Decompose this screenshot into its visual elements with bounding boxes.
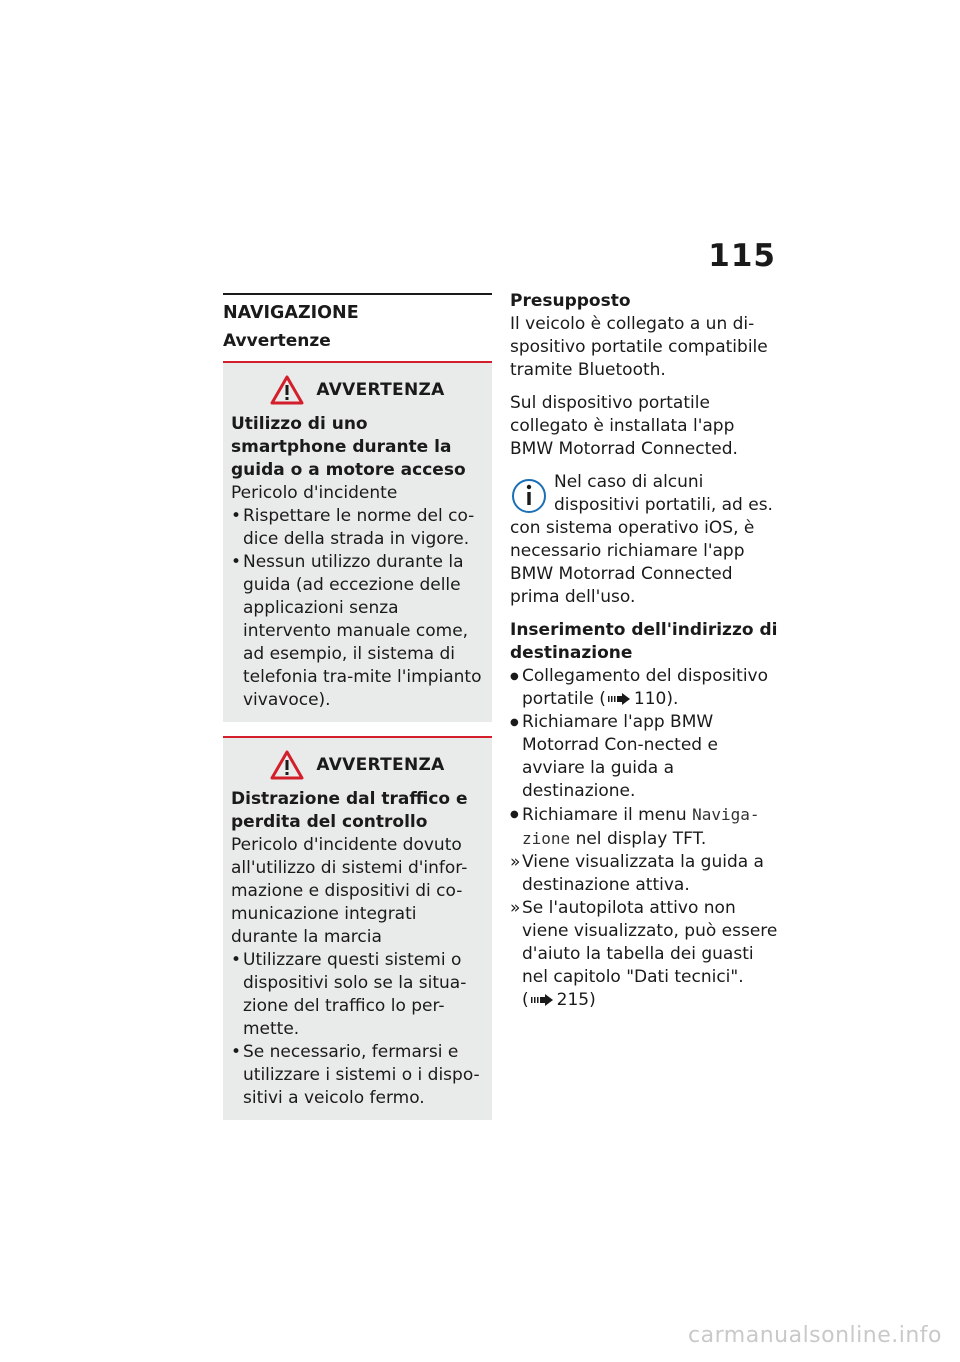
subsection-title: Avvertenze — [223, 331, 331, 351]
result-text: Se l'autopilota attivo non viene visualizzato, può essere d'aiuto la tabella dei guasti nel capitolo "Dati tecnici". — [522, 898, 778, 987]
ref-paren: ) — [589, 990, 596, 1010]
warning-bullet: • Utilizzare questi sistemi o dispositivi solo se la situa-zione del traffico lo per-mette. — [231, 949, 484, 1041]
watermark: carmanualsonline.info — [688, 1323, 942, 1348]
step-text: nel display TFT. — [575, 829, 707, 849]
step-item — [510, 665, 782, 711]
warning-bullets — [231, 949, 484, 1110]
warning-box-smartphone — [223, 361, 492, 722]
warning-label: AVVERTENZA — [316, 754, 445, 775]
result-item: » Viene visualizzata la guida a destinazione attiva. — [510, 851, 782, 897]
step-item — [510, 803, 782, 851]
info-icon — [510, 475, 548, 515]
warning-box-distraction — [223, 736, 492, 1120]
warning-heading: Utilizzo di uno smartphone durante la guida o a motore acceso — [231, 414, 466, 480]
page-reference[interactable]: 215 — [556, 990, 590, 1010]
warning-bullet: • Nessun utilizzo durante la guida (ad eccezione delle applicazioni senza intervento manuale come, ad esempio, il sistema di telefonia tra-mite l'impianto vivavoce). — [231, 551, 484, 712]
warning-heading: Distrazione dal traffico e perdita del controllo — [231, 789, 468, 832]
step-text-tail: ). — [666, 689, 679, 709]
page-number: 115 — [708, 238, 776, 274]
page-reference-arrow-icon — [608, 693, 630, 705]
warning-label: AVVERTENZA — [316, 379, 445, 400]
warning-header — [231, 375, 484, 405]
step-text: Richiamare il menu — [522, 805, 687, 825]
step-item: ● Richiamare l'app BMW Motorrad Con-nected e avviare la guida a destinazione. — [510, 711, 782, 803]
ref-paren: ( — [522, 990, 529, 1010]
page-reference-arrow-icon — [531, 994, 553, 1006]
warning-header — [231, 750, 484, 780]
prerequisite-text: Sul dispositivo portatile collegato è installata l'app BMW Motorrad Connected. — [510, 393, 738, 459]
prerequisite-heading: Presupposto — [510, 291, 631, 311]
warning-bullet: • Se necessario, fermarsi e utilizzare i sistemi o i dispo-sitivi a veicolo fermo. — [231, 1041, 484, 1110]
warning-bullets — [231, 505, 484, 712]
destination-steps — [510, 665, 782, 1012]
right-column — [510, 290, 782, 1012]
warning-triangle-icon — [270, 750, 304, 780]
result-item — [510, 897, 782, 1012]
prerequisite-text: Il veicolo è collegato a un di-spositivo portatile compatibile tramite Bluetooth. — [510, 314, 768, 380]
destination-heading: Inserimento dell'indirizzo di destinazione — [510, 620, 778, 663]
left-column — [223, 293, 492, 1134]
menu-name: Naviga-zione — [522, 805, 760, 848]
section-title: NAVIGAZIONE — [223, 293, 492, 325]
warning-bullet: • Rispettare le norme del co-dice della strada in vigore. — [231, 505, 484, 551]
warning-text: Pericolo d'incidente dovuto all'utilizzo di sistemi d'infor-mazione e dispositivi di co-municazione integrati durante la marcia — [231, 835, 468, 947]
page-reference[interactable]: 110 — [633, 689, 667, 709]
step-text: Collegamento del dispositivo portatile ( — [522, 666, 769, 709]
warning-text: Pericolo d'incidente — [231, 483, 398, 503]
warning-triangle-icon — [270, 375, 304, 405]
info-text: Nel caso di alcuni dispositivi portatili, ad es. con sistema operativo iOS, è necessario richiamare l'app BMW Motorrad Connected prima dell'uso. — [510, 472, 773, 607]
info-note — [510, 471, 782, 609]
